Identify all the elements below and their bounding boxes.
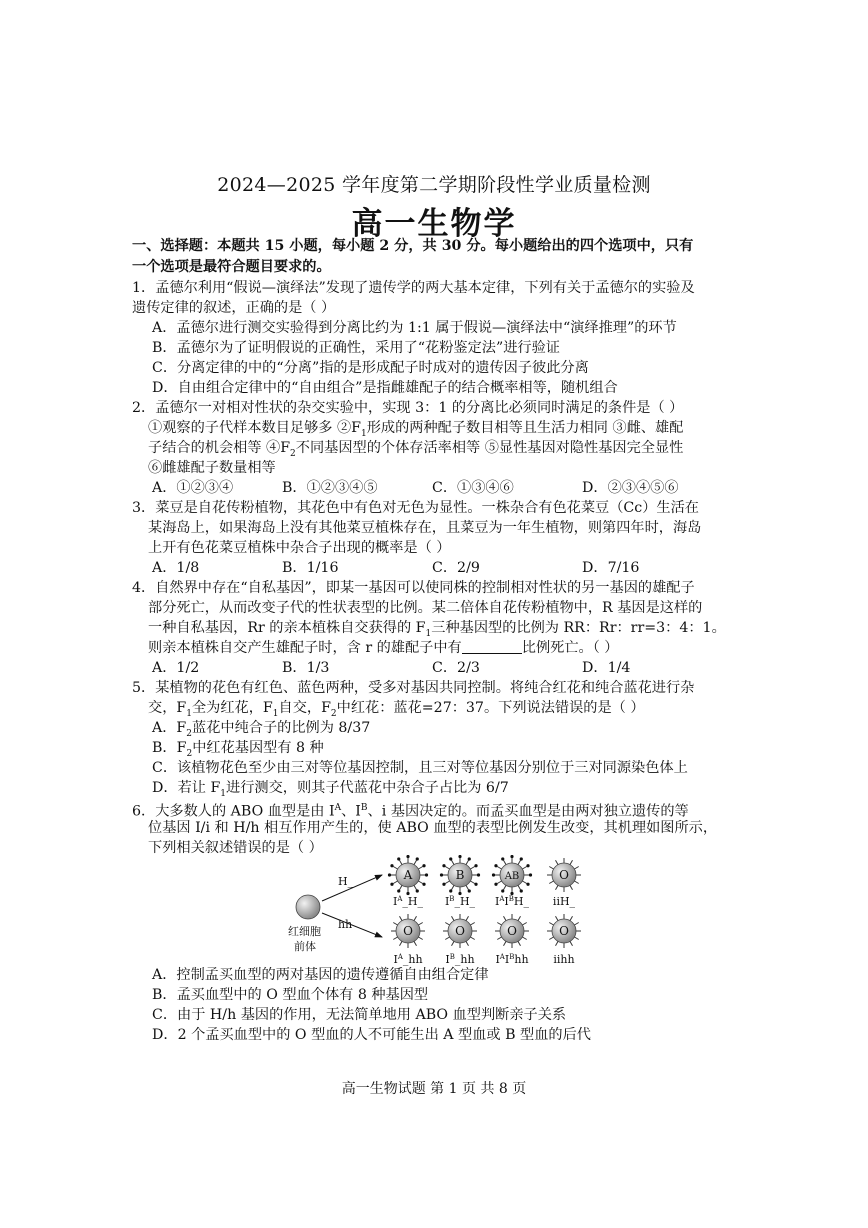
top-cell-3 xyxy=(492,855,532,895)
q5-stem-line2: 交，$F_1$全为红花，$F_1$自交，$F_2$中红花：蓝花=27：37。下列说法错误的是（ ） xyxy=(148,700,645,719)
q6-option-b: B．孟买血型中的 O 型血个体有 8 种基因型 xyxy=(152,987,429,1003)
top-genotype-3: $I^AI^BH\_$ xyxy=(494,895,530,908)
bottom-genotype-2: $I^B\_hh$ xyxy=(445,953,475,966)
q4-option-a: A．1/2 xyxy=(152,660,200,676)
top-cell-4 xyxy=(547,858,581,892)
q4-stem-line2: 部分死亡，从而改变子代的性状表型的比例。某二倍体自花传粉植物中，R 基因是这样的 xyxy=(148,600,703,616)
q5-option-b: B．$F_2$中红花基因型有 8 种 xyxy=(152,740,324,759)
q3-option-b: B．1/16 xyxy=(282,560,339,576)
q1-stem-line2: 遗传定律的叙述，正确的是（ ） xyxy=(132,300,336,316)
bottom-cell-2 xyxy=(443,914,477,948)
bottom-cell-label-4: O xyxy=(559,924,569,938)
top-cell-label-3: AB xyxy=(504,871,520,882)
top-cell-label-4: O xyxy=(559,868,569,882)
top-cell-1 xyxy=(388,855,428,895)
q3-stem-line1: 3．菜豆是自花传粉植物，其花色中有色对无色为显性。一株杂合有色花菜豆（Cc）生活在 xyxy=(132,500,699,516)
top-genotype-2: $I^B\_H\_$ xyxy=(444,895,476,908)
bottom-cell-row xyxy=(391,914,581,966)
q6-option-a: A．控制孟买血型的两对基因的遗传遵循自由组合定律 xyxy=(152,967,489,983)
bottom-cell-label-2: O xyxy=(455,924,465,938)
bottom-cell-3 xyxy=(495,914,529,948)
precursor-cell-icon xyxy=(296,895,320,919)
top-cell-label-1: A xyxy=(403,868,413,882)
q4-stem-line1: 4．自然界中存在“自私基因”，即某一基因可以使同株的控制相对性状的另一基因的雄配子 xyxy=(132,580,695,596)
q2-stem-line2: ①观察的子代样本数目足够多 $②F_1$形成的两种配子数目相等且生活力相同 ③雌、雄配 xyxy=(148,420,684,439)
subject-title: 高一生物学 xyxy=(351,206,517,242)
bottom-cell-1 xyxy=(391,914,425,948)
arrow-bottom-label: hh xyxy=(338,918,353,931)
bottom-cell-label-3: O xyxy=(507,924,517,938)
q3-stem-line3: 上开有色花菜豆植株中杂合子出现的概率是（ ） xyxy=(148,540,451,556)
top-genotype-1: $I^A\_H\_$ xyxy=(392,895,424,908)
q5-option-a: A．$F_2$蓝花中纯合子的比例为 8/37 xyxy=(152,720,371,739)
q1-option-b: B．孟德尔为了证明假说的正确性，采用了“花粉鉴定法”进行验证 xyxy=(152,340,560,356)
bottom-genotype-4: iihh xyxy=(553,953,575,966)
q3-option-c: C．2/9 xyxy=(432,560,480,576)
q3-option-d: D．7/16 xyxy=(582,560,640,576)
q3-option-a: A．1/8 xyxy=(152,560,200,576)
q2-option-d: D．②③④⑤⑥ xyxy=(582,480,679,496)
q1-option-a: A．孟德尔进行测交实验得到分离比约为 1:1 属于假说—演绎法中“演绎推理”的环节 xyxy=(152,320,677,336)
q5-stem-line1: 5．某植物的花色有红色、蓝色两种，受多对基因共同控制。将纯合红花和纯合蓝花进行杂 xyxy=(132,680,695,696)
bottom-genotype-3: $I^AI^Bhh$ xyxy=(495,953,529,966)
q2-option-b: B．①②③④⑤ xyxy=(282,480,378,496)
bottom-cell-4 xyxy=(547,914,581,948)
precursor-label-line1: 红细胞 xyxy=(288,925,321,938)
q4-stem-line4: 则亲本植株自交产生雄配子时，含 r 的雄配子中有 比例死亡。（ ） xyxy=(148,640,619,656)
q2-option-a: A．①②③④ xyxy=(152,480,234,496)
q6-stem-line2: 位基因 I/i 和 H/h 相互作用产生的，使 ABO 血型的表型比例发生改变，其机理如图所示， xyxy=(148,820,718,836)
q6-option-c: C．由于 H/h 基因的作用，无法简单地用 ABO 血型判断亲子关系 xyxy=(152,1007,567,1023)
q1-stem-line1: 1．孟德尔利用“假说—演绎法”发现了遗传学的两大基本定律，下列有关于孟德尔的实验及 xyxy=(132,280,695,296)
q6-stem-line3: 下列相关叙述错误的是（ ） xyxy=(148,840,323,856)
q4-stem-line3: 一种自私基因，Rr 的亲本植株自交获得的 $F_1$三种基因型的比例为 RR：Rr：rr=3：4：1。 xyxy=(148,620,726,639)
top-cell-label-2: B xyxy=(455,868,465,882)
q1-option-d: D．自由组合定律中的“自由组合”是指雌雄配子的结合概率相等，随机组合 xyxy=(152,380,618,396)
page-footer: 高一生物试题 第 1 页 共 8 页 xyxy=(341,1081,527,1097)
q6-stem-line1: 6．大多数人的 ABO 血型是由 $I^A$、$I^B$、i 基因决定的。而孟买血型是由两对独立遗传的等 xyxy=(132,803,689,820)
precursor-label-line2: 前体 xyxy=(294,940,316,953)
q6-option-d: D．2 个孟买血型中的 O 型血的人不可能生出 A 型血或 B 型血的后代 xyxy=(152,1027,591,1043)
bottom-genotype-1: $I^A\_hh$ xyxy=(393,953,423,966)
q5-option-c: C．该植物花色至少由三对等位基因控制，且三对等位基因分别位于三对同源染色体上 xyxy=(152,760,688,776)
q4-option-d: D．1/4 xyxy=(582,660,631,676)
section-heading-line1: 一、选择题：本题共 15 小题，每小题 2 分，共 30 分。每小题给出的四个选项中，只有 xyxy=(132,238,694,254)
blood-type-diagram xyxy=(280,855,610,970)
top-cell-2 xyxy=(440,855,480,895)
q2-stem-line3: 子结合的机会相等 $④F_2$不同基因型的个体存活率相等 ⑤显性基因对隐性基因完全显性 xyxy=(148,440,684,459)
q2-stem-line1: 2．孟德尔一对相对性状的杂交实验中，实现 3：1 的分离比必须同时满足的条件是（ ） xyxy=(132,400,684,416)
top-cell-row xyxy=(388,855,581,908)
q1-option-c: C．分离定律的中的“分离”指的是形成配子时成对的遗传因子彼此分离 xyxy=(152,360,589,376)
exam-title: 2024—2025 学年度第二学期阶段性学业质量检测 xyxy=(217,174,651,196)
q5-option-d: D．若让 $F_1$进行测交，则其子代蓝花中杂合子占比为 6/7 xyxy=(152,780,509,799)
q2-option-c: C．①③④⑥ xyxy=(432,480,514,496)
top-genotype-4: iiH_ xyxy=(552,895,576,908)
bottom-cell-label-1: O xyxy=(403,924,413,938)
section-heading-line2: 一个选项是最符合题目要求的。 xyxy=(132,259,331,275)
q4-option-b: B．1/3 xyxy=(282,660,330,676)
arrow-top-label: H_ xyxy=(338,875,354,888)
q3-stem-line2: 某海岛上，如果海岛上没有其他菜豆植株存在，且菜豆为一年生植物，则第四年时，海岛 xyxy=(148,520,702,536)
answer-blank xyxy=(462,639,522,654)
q2-stem-line4: ⑥雌雄配子数量相等 xyxy=(148,460,276,476)
q4-option-c: C．2/3 xyxy=(432,660,480,676)
